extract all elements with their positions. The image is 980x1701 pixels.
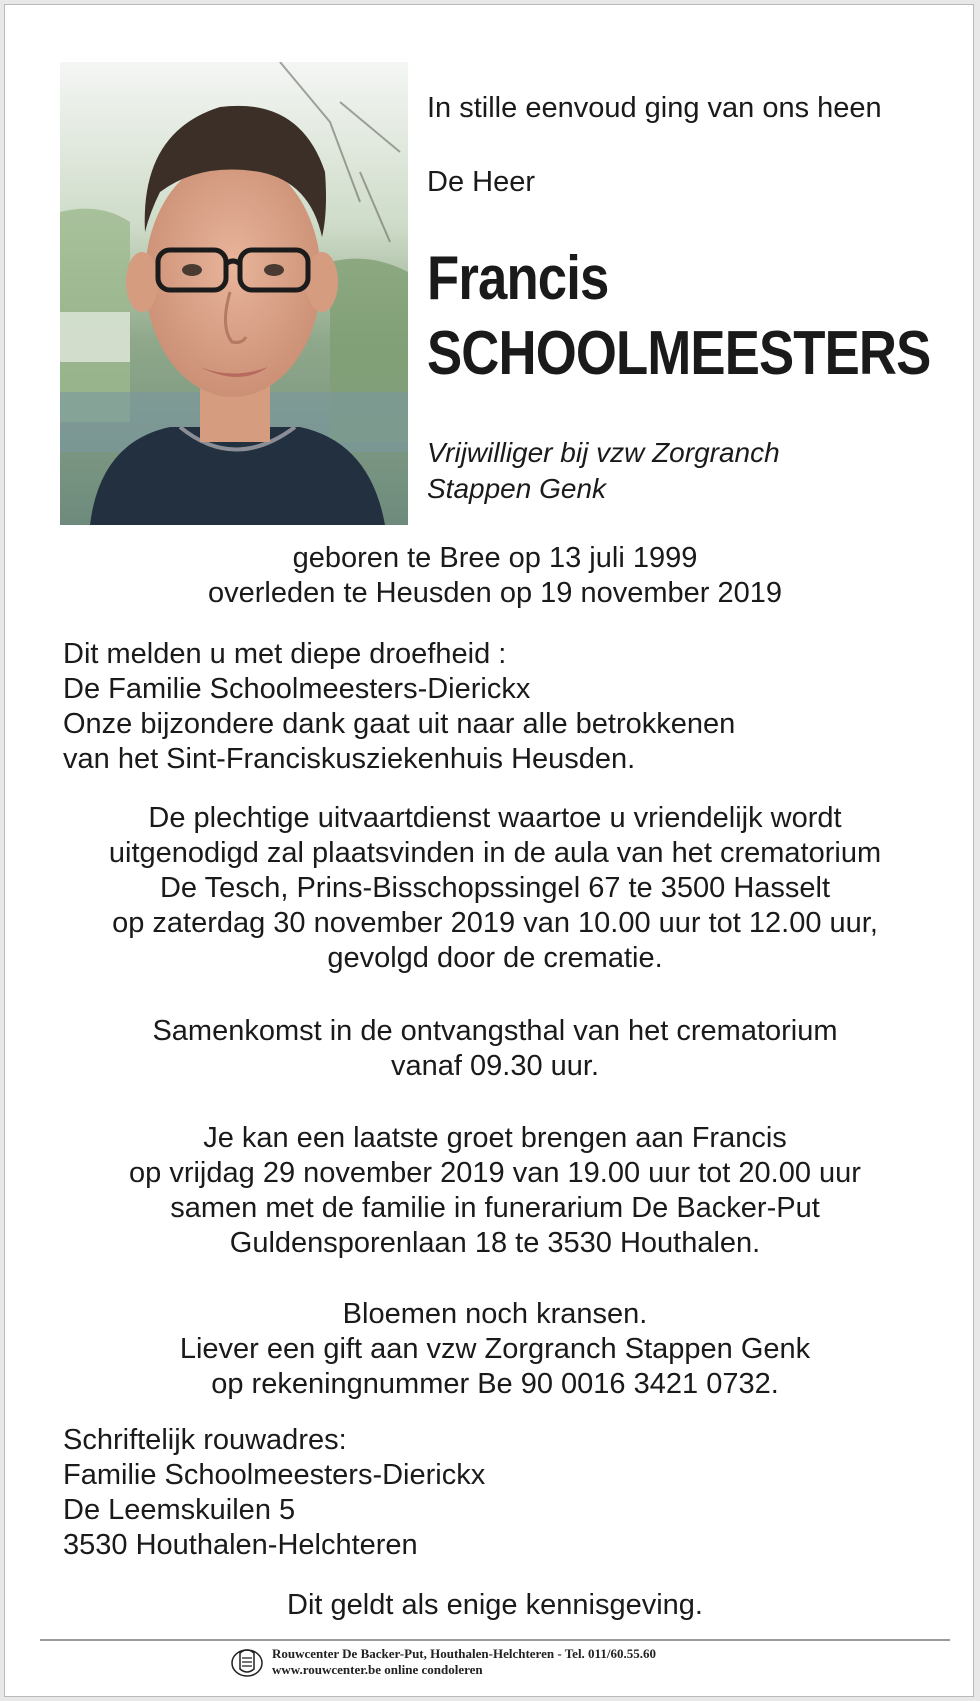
family-line: Onze bijzondere dank gaat uit naar alle betrokkenen (63, 708, 736, 740)
service-line: De plechtige uitvaartdienst waartoe u vriendelijk wordt (148, 802, 842, 834)
first-name: Francis (427, 244, 609, 313)
flowers-line: Bloemen noch kransen. (342, 1298, 648, 1330)
family-line: van het Sint-Franciskusziekenhuis Heusden. (63, 743, 636, 775)
role-line: Vrijwilliger bij vzw Zorgranch (427, 437, 780, 468)
address-line: Schriftelijk rouwadres: (63, 1424, 347, 1456)
last-name: SCHOOLMEESTERS (427, 319, 931, 388)
address-line: 3530 Houthalen-Helchteren (63, 1529, 418, 1561)
footer (230, 1645, 656, 1679)
service-line: De Tesch, Prins-Bisschopssingel 67 te 3500 Hasselt (159, 872, 831, 904)
portrait-illustration (60, 62, 408, 525)
footer-contact: Rouwcenter De Backer-Put, Houthalen-Helchteren - Tel. 011/60.55.60 (272, 1646, 656, 1661)
address-section (63, 1423, 963, 1563)
flowers-line: op rekeningnummer Be 90 0016 3421 0732. (211, 1368, 779, 1400)
intro-text: In stille eenvoud ging van ons heen (427, 92, 882, 124)
role-description (427, 435, 780, 507)
service-section (45, 801, 945, 976)
farewell-section (45, 1121, 945, 1261)
farewell-line: Je kan een laatste groet brengen aan Francis (203, 1122, 787, 1154)
family-line: De Familie Schoolmeesters-Dierickx (63, 673, 531, 705)
service-line: op zaterdag 30 november 2019 van 10.00 uur tot 12.00 uur, (112, 907, 878, 939)
family-line: Dit melden u met diepe droefheid : (63, 638, 507, 670)
service-line: uitgenodigd zal plaatsvinden in de aula van het crematorium (108, 837, 882, 869)
address-line: De Leemskuilen 5 (63, 1494, 296, 1526)
death-line: overleden te Heusden op 19 november 2019 (208, 577, 782, 609)
footer-website[interactable]: www.rouwcenter.be online condoleren (272, 1662, 483, 1677)
address-line: Familie Schoolmeesters-Dierickx (63, 1459, 486, 1491)
funeral-home-logo-icon (230, 1645, 264, 1679)
notice-text: Dit geldt als enige kennisgeving. (287, 1589, 703, 1621)
gathering-line: Samenkomst in de ontvangsthal van het crematorium (152, 1015, 838, 1047)
service-line: gevolgd door de crematie. (327, 942, 663, 974)
portrait-photo (60, 62, 408, 525)
family-section (63, 637, 963, 777)
footer-divider (40, 1639, 950, 1641)
gathering-line: vanaf 09.30 uur. (391, 1050, 599, 1082)
farewell-line: op vrijdag 29 november 2019 van 19.00 uur tot 20.00 uur (129, 1157, 861, 1189)
role-line: Stappen Genk (427, 473, 607, 504)
honorific-title: De Heer (427, 166, 535, 198)
farewell-line: samen met de familie in funerarium De Backer-Put (170, 1192, 820, 1224)
gathering-section (45, 1014, 945, 1084)
flowers-section (45, 1297, 945, 1402)
obituary-card (4, 4, 974, 1697)
dates-section (45, 541, 945, 611)
farewell-line: Guldensporenlaan 18 te 3530 Houthalen. (229, 1227, 761, 1259)
flowers-line: Liever een gift aan vzw Zorgranch Stappen Genk (179, 1333, 811, 1365)
footer-text (272, 1646, 656, 1678)
birth-line: geboren te Bree op 13 juli 1999 (292, 542, 698, 574)
